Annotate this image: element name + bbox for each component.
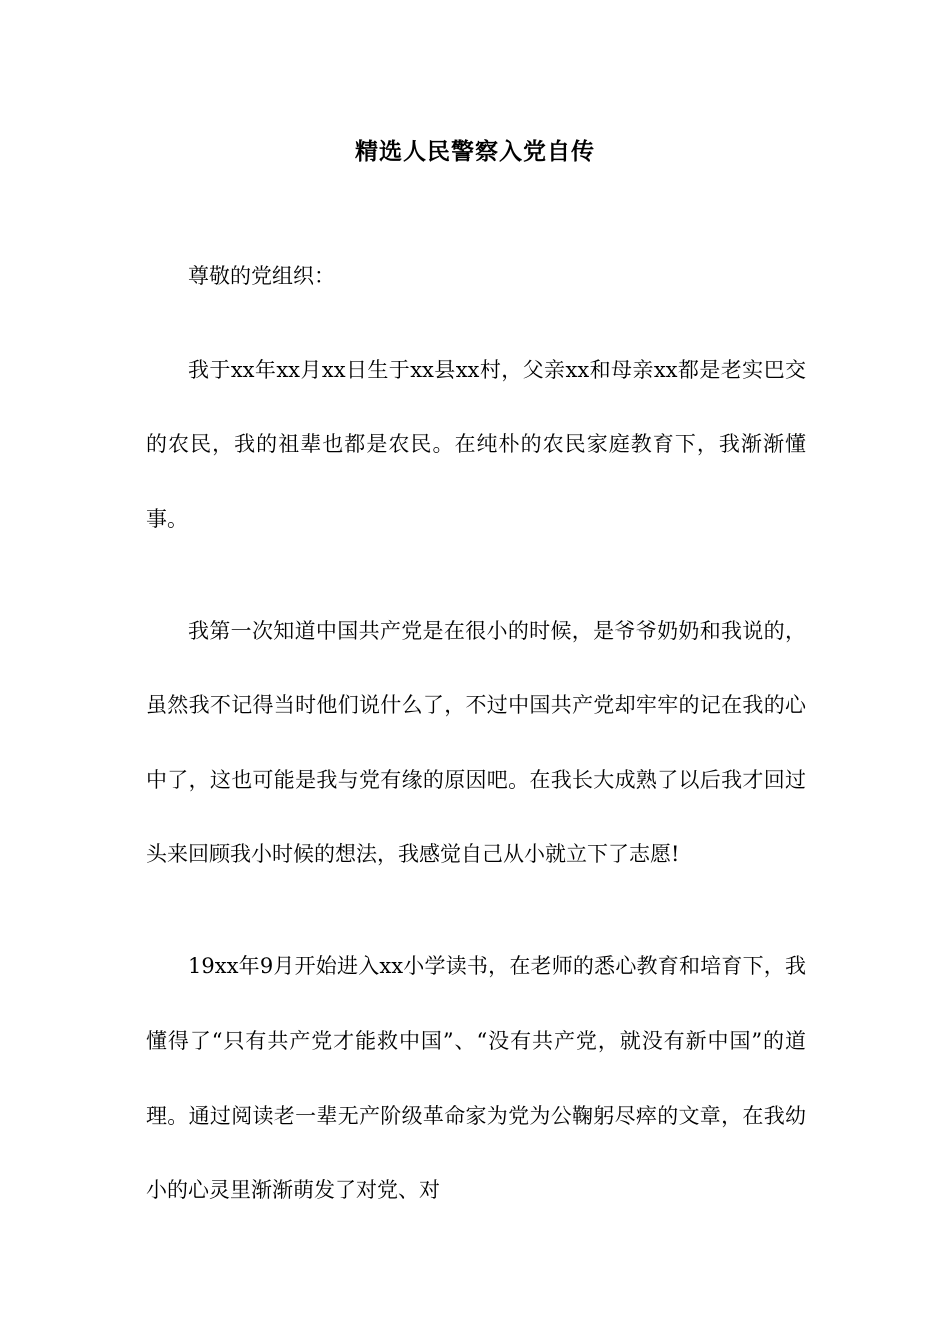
paragraph-primary-school: 19xx年9月开始进入xx小学读书，在老师的悉心教育和培育下，我懂得了“只有共产党才能救中国”、“没有共产党，就没有新中国”的道理。通过阅读老一辈无产阶级革命家为党为公鞠躬尽瘁的文章，在我幼小的心灵里渐渐萌发了对党、对 [146, 954, 806, 1203]
document-title: 精选人民警察入党自传 [355, 139, 595, 165]
paragraph-family-background: 我于xx年xx月xx日生于xx县xx村，父亲xx和母亲xx都是老实巴交的农民，我的祖辈也都是农民。在纯朴的农民家庭教育下，我渐渐懂事。 [146, 357, 806, 531]
document-body [146, 258, 806, 1228]
salutation: 尊敬的党组织： [188, 264, 335, 288]
paragraph-first-knowledge-of-party: 我第一次知道中国共产党是在很小的时候，是爷爷奶奶和我说的，虽然我不记得当时他们说什么了，不过中国共产党却牢牢的记在我的心中了，这也可能是我与党有缘的原因吧。在我长大成熟了以后我才回过头来回顾我小时候的想法，我感觉自己从小就立下了志愿! [146, 618, 806, 867]
